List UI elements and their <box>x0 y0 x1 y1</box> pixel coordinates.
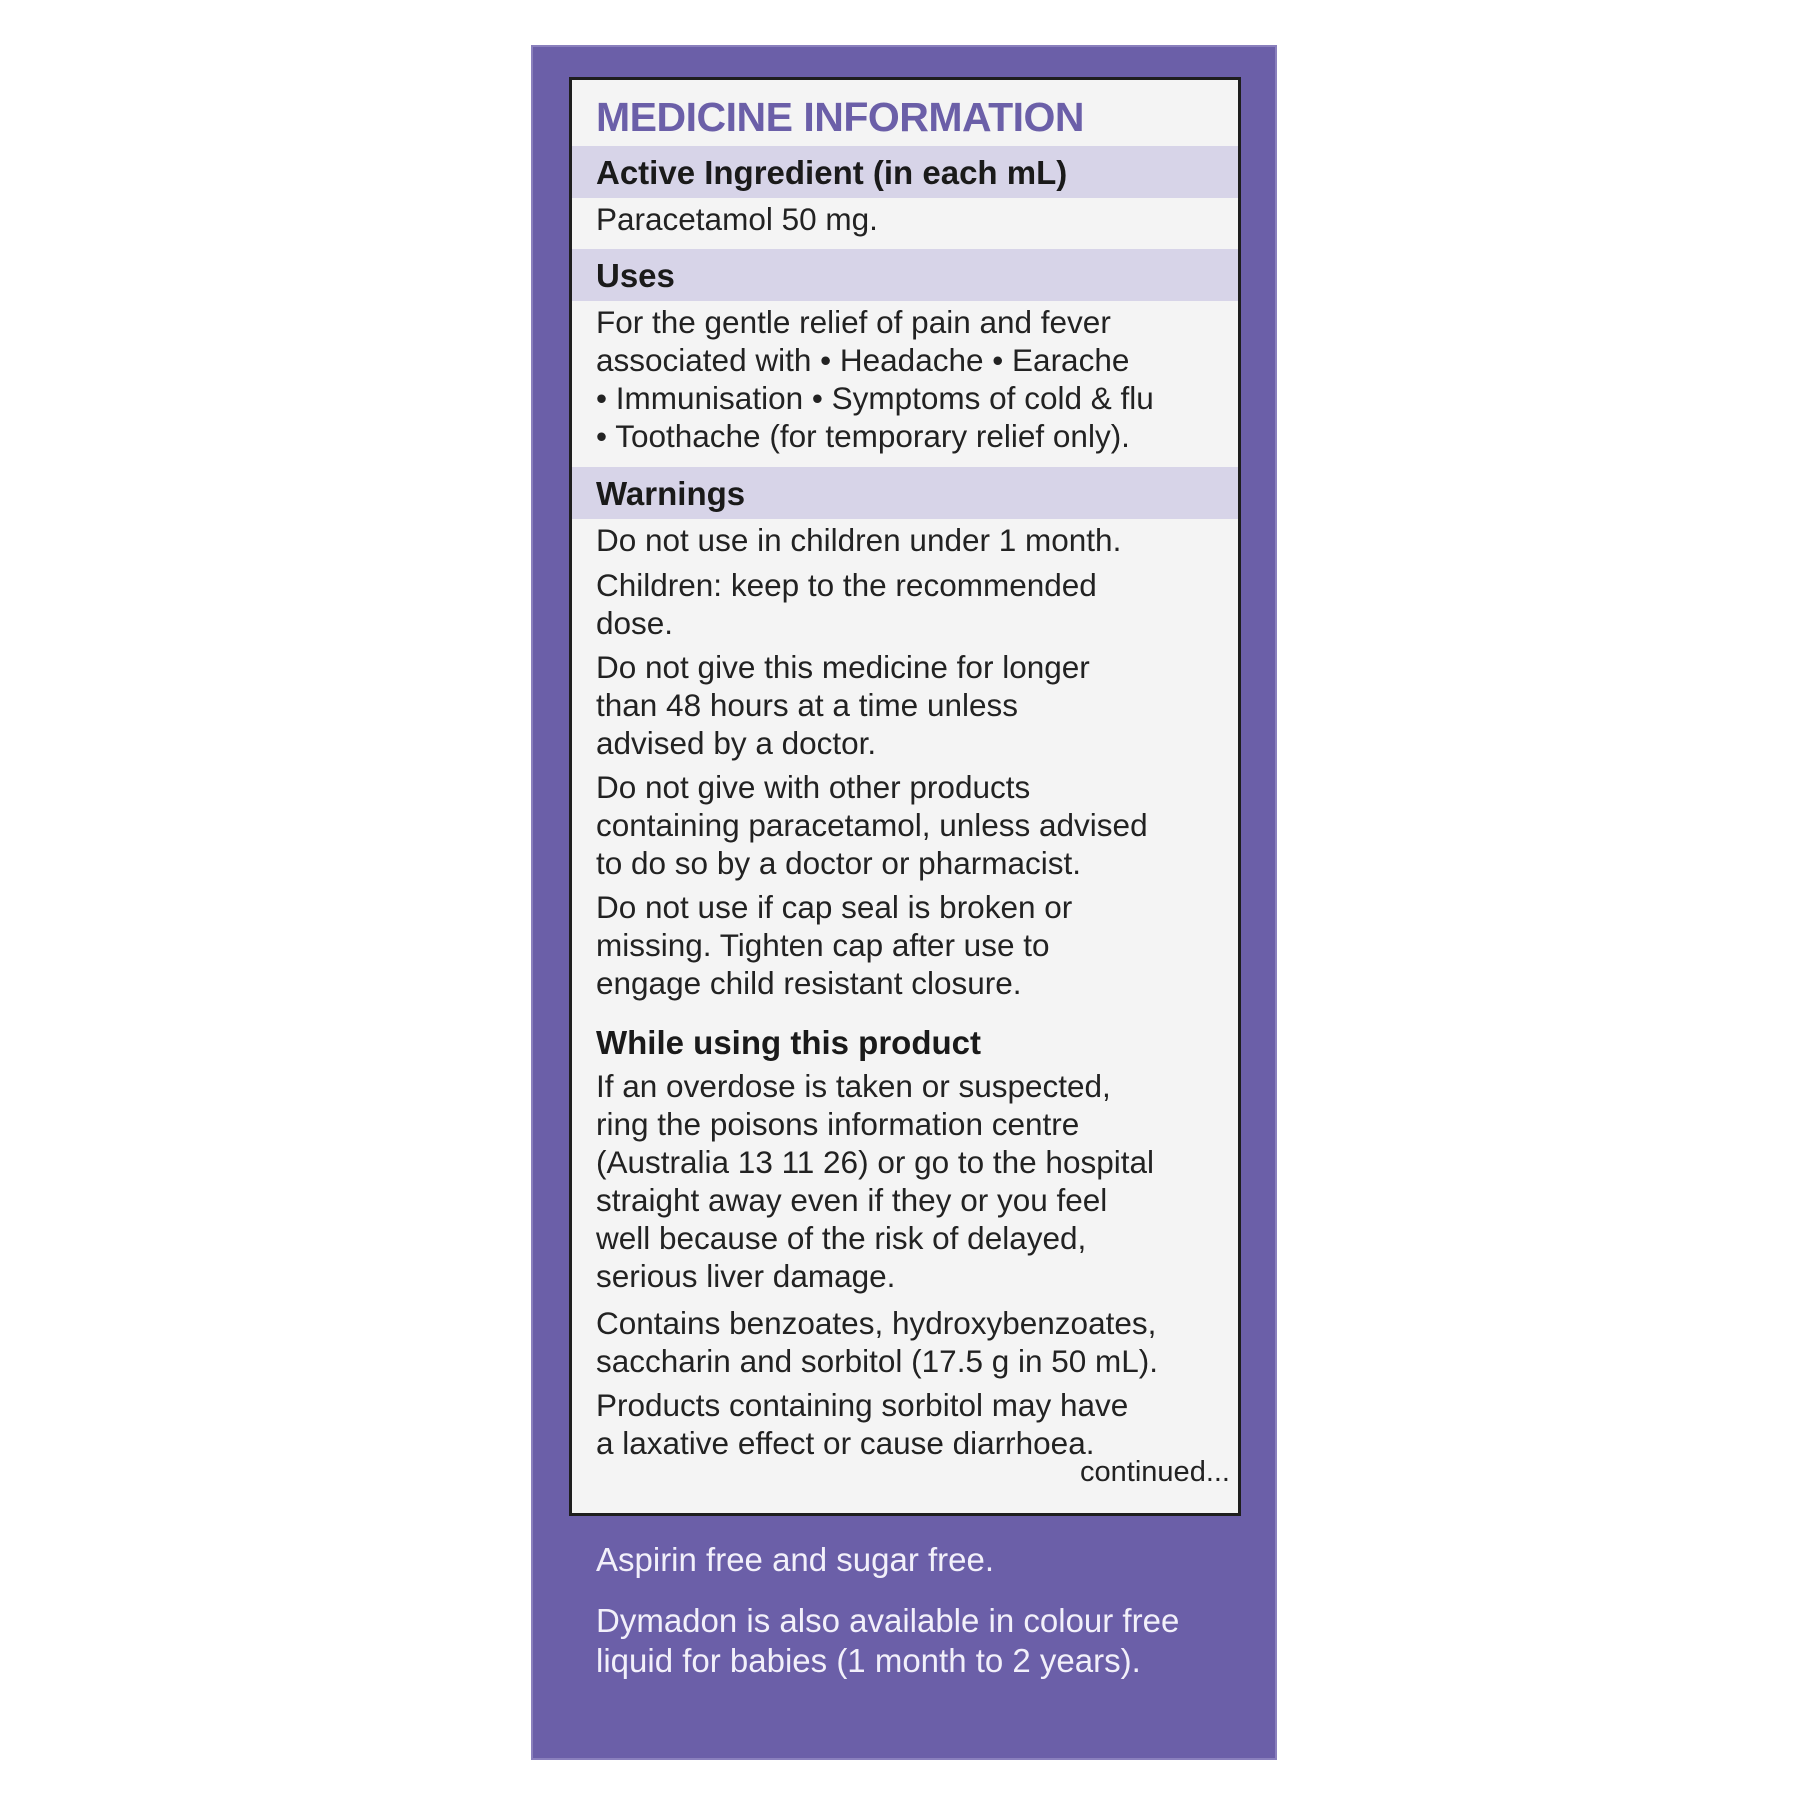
panel-title: MEDICINE INFORMATION <box>596 94 1085 140</box>
warning-paragraph: Do not give this medicine for longer than 48 hours at a time unless advised by a doctor. <box>596 649 1090 761</box>
warning-paragraph: Do not use if cap seal is broken or missing. Tighten cap after use to engage child resistant closure. <box>596 889 1073 1001</box>
continued-label: continued... <box>1080 1456 1230 1488</box>
warning-paragraph: Do not use in children under 1 month. <box>596 522 1122 558</box>
while-using-paragraph: Products containing sorbitol may have a laxative effect or cause diarrhoea. <box>596 1387 1129 1461</box>
warning-paragraph: Do not give with other products containing paracetamol, unless advised to do so by a doctor or pharmacist. <box>596 769 1148 881</box>
footer-availability-note: Dymadon is also available in colour free liquid for babies (1 month to 2 years). <box>596 1602 1180 1679</box>
active-ingredient-heading: Active Ingredient (in each mL) <box>596 154 1068 191</box>
uses-heading: Uses <box>596 257 675 294</box>
medicine-information-panel <box>569 77 1241 1516</box>
section-heading-warnings <box>572 467 1238 519</box>
while-using-paragraph: Contains benzoates, hydroxybenzoates, saccharin and sorbitol (17.5 g in 50 mL). <box>596 1305 1159 1379</box>
warning-paragraph: Children: keep to the recommended dose. <box>596 567 1097 641</box>
footer-sugar-free-note: Aspirin free and sugar free. <box>596 1541 995 1578</box>
active-ingredient-text: Paracetamol 50 mg. <box>596 201 878 237</box>
uses-text: For the gentle relief of pain and fever associated with • Headache • Earache • Immunisation • Symptoms of cold & flu • Toothache (for temporary relief only). <box>596 304 1154 454</box>
section-heading-active-ingredient <box>572 146 1238 198</box>
warnings-heading: Warnings <box>596 475 746 512</box>
while-using-paragraph: If an overdose is taken or suspected, ring the poisons information centre (Australia 13 11 26) or go to the hospital straight away even if they or you feel well because of the risk of delayed, serious liver damage. <box>596 1068 1155 1294</box>
section-heading-uses <box>572 249 1238 301</box>
while-using-heading: While using this product <box>596 1024 981 1061</box>
